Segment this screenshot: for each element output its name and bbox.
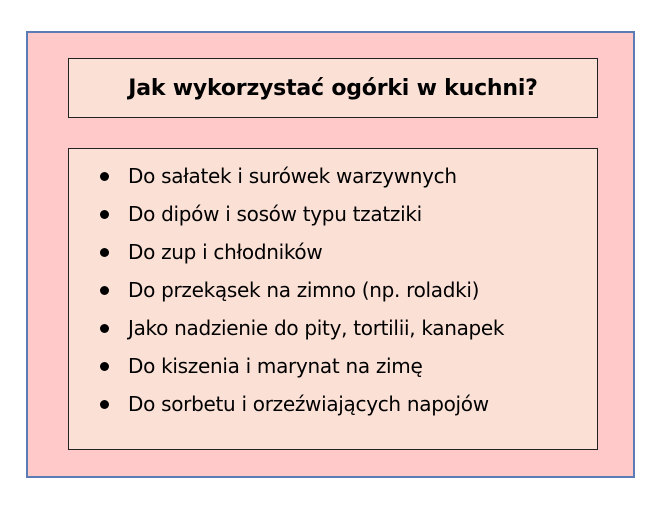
list-item: [69, 157, 597, 195]
list-item-text: Do dipów i sosów typu tzatziki: [128, 202, 422, 226]
list-item: [69, 347, 597, 385]
list-item: [69, 271, 597, 309]
bullet-icon: [100, 210, 109, 219]
usage-list: [69, 157, 597, 423]
list-item: [69, 195, 597, 233]
list-item: [69, 233, 597, 271]
list-item: [69, 385, 597, 423]
bullet-icon: [100, 286, 109, 295]
bullet-icon: [100, 248, 109, 257]
list-item-text: Do sorbetu i orzeźwiających napojów: [128, 392, 489, 416]
page-title: Jak wykorzystać ogórki w kuchni?: [128, 75, 538, 101]
bullet-icon: [100, 362, 109, 371]
bullet-icon: [100, 324, 109, 333]
bullet-icon: [100, 172, 109, 181]
list-item: [69, 309, 597, 347]
list-item-text: Do kiszenia i marynat na zimę: [128, 354, 423, 378]
list-item-text: Do zup i chłodników: [128, 240, 323, 264]
title-box: [68, 58, 598, 118]
bullet-icon: [100, 400, 109, 409]
list-item-text: Jako nadzienie do pity, tortilii, kanapek: [128, 316, 505, 340]
list-box: [68, 148, 598, 450]
list-item-text: Do sałatek i surówek warzywnych: [128, 164, 457, 188]
list-item-text: Do przekąsek na zimno (np. roladki): [128, 278, 480, 302]
